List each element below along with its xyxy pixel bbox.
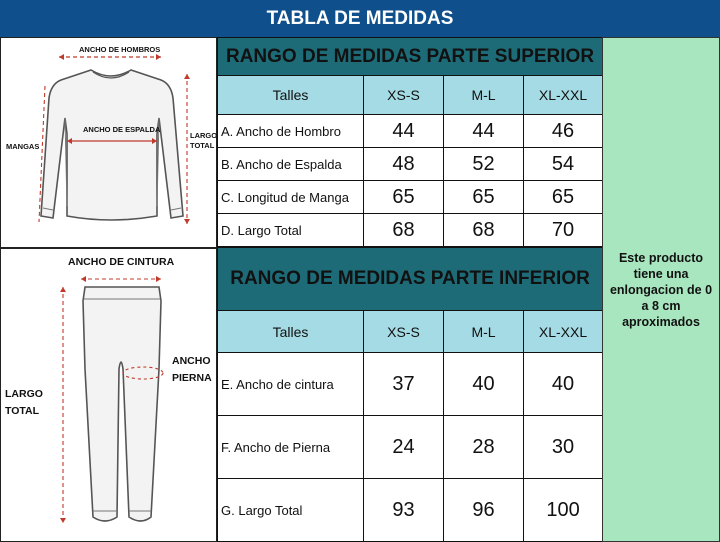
back-width-label: ANCHO DE ESPALDA: [83, 125, 161, 134]
size-value: 65: [364, 181, 444, 214]
lower-table-title: RANGO DE MEDIDAS PARTE INFERIOR: [218, 248, 603, 311]
table-row: [218, 115, 603, 148]
lower-header-xl-xxl: XL-XXL: [524, 311, 603, 353]
size-value: 40: [444, 353, 524, 416]
shirt-diagram: [0, 37, 217, 248]
size-value: 24: [364, 416, 444, 479]
size-value: 70: [524, 214, 603, 247]
table-row: [218, 181, 603, 214]
table-row: [218, 353, 603, 416]
row-label: A. Ancho de Hombro: [218, 115, 364, 148]
shoulder-width-label: ANCHO DE HOMBROS: [79, 45, 161, 54]
leg-width-label-2: PIERNA: [172, 372, 212, 384]
row-label: B. Ancho de Espalda: [218, 148, 364, 181]
total-length-label-top-2: TOTAL: [190, 141, 215, 150]
size-value: 100: [524, 479, 603, 542]
stretch-note-panel: [602, 37, 720, 542]
page-title: TABLA DE MEDIDAS: [0, 0, 720, 37]
size-value: 40: [524, 353, 603, 416]
table-row: [218, 479, 603, 542]
size-value: 28: [444, 416, 524, 479]
size-value: 93: [364, 479, 444, 542]
size-value: 68: [444, 214, 524, 247]
total-length-label-bottom-2: TOTAL: [5, 405, 40, 417]
upper-header-xs-s: XS-S: [364, 76, 444, 115]
upper-table-title: RANGO DE MEDIDAS PARTE SUPERIOR: [218, 38, 603, 76]
lower-header-size: Talles: [218, 311, 364, 353]
upper-header-xl-xxl: XL-XXL: [524, 76, 603, 115]
size-value: 54: [524, 148, 603, 181]
row-label: D. Largo Total: [218, 214, 364, 247]
table-row: [218, 214, 603, 247]
size-value: 46: [524, 115, 603, 148]
upper-header-m-l: M-L: [444, 76, 524, 115]
upper-size-table: [217, 37, 603, 247]
row-label: F. Ancho de Pierna: [218, 416, 364, 479]
upper-header-size: Talles: [218, 76, 364, 115]
stretch-note-text: Este producto tiene una enlongacion de 0 a 8 cm aproximados: [609, 250, 713, 329]
size-value: 52: [444, 148, 524, 181]
size-value: 30: [524, 416, 603, 479]
size-value: 44: [364, 115, 444, 148]
lower-header-xs-s: XS-S: [364, 311, 444, 353]
sleeves-label: MANGAS: [6, 142, 40, 151]
lower-header-m-l: M-L: [444, 311, 524, 353]
pants-diagram: [0, 248, 217, 542]
table-row: [218, 148, 603, 181]
total-length-label-top-1: LARGO: [190, 131, 218, 140]
waist-width-label: ANCHO DE CINTURA: [68, 256, 175, 268]
size-value: 68: [364, 214, 444, 247]
row-label: G. Largo Total: [218, 479, 364, 542]
size-value: 96: [444, 479, 524, 542]
lower-size-table: [217, 247, 603, 542]
size-value: 44: [444, 115, 524, 148]
table-row: [218, 416, 603, 479]
total-length-label-bottom-1: LARGO: [5, 388, 43, 400]
size-value: 65: [524, 181, 603, 214]
size-value: 37: [364, 353, 444, 416]
row-label: C. Longitud de Manga: [218, 181, 364, 214]
size-value: 65: [444, 181, 524, 214]
row-label: E. Ancho de cintura: [218, 353, 364, 416]
size-value: 48: [364, 148, 444, 181]
leg-width-label-1: ANCHO: [172, 355, 211, 367]
